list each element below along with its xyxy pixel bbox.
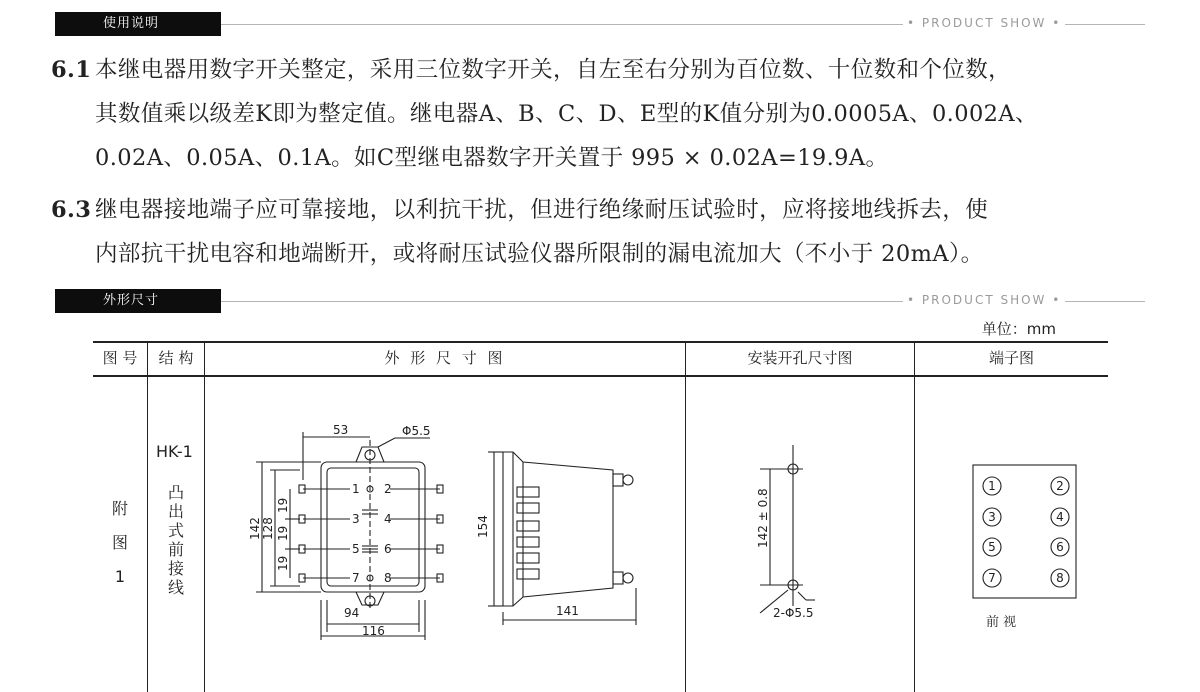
dim-label: 2-Φ5.5: [773, 606, 814, 620]
dim-label: Φ5.5: [402, 424, 431, 438]
front-view-label: 前 视: [986, 615, 1017, 630]
paragraph-number: 6.3: [51, 197, 92, 223]
product-show-tag: • PRODUCT SHOW •: [903, 16, 1065, 30]
section-label: 使用说明: [55, 12, 221, 36]
dim-label: 19: [276, 525, 290, 541]
dim-label: 116: [362, 624, 385, 638]
fig-number: 附 图 1: [111, 499, 128, 586]
terminal-number: 3: [988, 510, 996, 524]
paragraph-line: 继电器接地端子应可靠接地，以利抗干扰，但进行绝缘耐压试验时，应将接地线拆去，使: [95, 197, 989, 223]
pin-label: 8: [384, 571, 392, 585]
dim-label: 94: [344, 606, 360, 620]
unit-label: 单位：mm: [981, 320, 1056, 338]
dim-label: 128: [261, 517, 275, 540]
product-show-tag: • PRODUCT SHOW •: [903, 293, 1065, 307]
paragraph-number: 6.1: [51, 57, 92, 83]
pin-label: 2: [384, 482, 392, 496]
pin-label: 6: [384, 542, 392, 556]
paragraph-line: 内部抗干扰电容和地端断开，或将耐压试验仪器所限制的漏电流加大（不小于 20mA）。: [95, 241, 984, 267]
pin-label: 5: [352, 542, 360, 556]
dim-label: 142 ± 0.8: [756, 488, 770, 548]
dim-label: 53: [333, 423, 349, 437]
header-mounting: 安装开孔尺寸图: [747, 349, 853, 367]
pin-label: 4: [384, 512, 392, 526]
section-label: 外形尺寸: [55, 289, 221, 313]
paragraph-line: 0.02A、0.05A、0.1A。如C型继电器数字开关置于 995 × 0.02A=19.9A。: [95, 145, 889, 171]
paragraph-line: 本继电器用数字开关整定，采用三位数字开关，自左至右分别为百位数、十位数和个位数，: [95, 57, 1012, 83]
header-fig-no: 图 号: [102, 349, 138, 367]
pin-label: 3: [352, 512, 360, 526]
terminal-number: 7: [988, 571, 996, 585]
header-terminal: 端子图: [988, 349, 1034, 367]
terminal-number: 2: [1056, 479, 1064, 493]
terminal-number: 6: [1056, 540, 1064, 554]
dim-label: 141: [556, 604, 579, 618]
header-structure: 结 构: [158, 349, 194, 367]
dim-label: 142: [248, 517, 262, 540]
dim-label: 154: [476, 515, 490, 538]
dim-label: 19: [276, 497, 290, 513]
model-label: HK-1: [156, 442, 193, 461]
header-outline: 外 形 尺 寸 图: [384, 349, 506, 367]
pin-label: 7: [352, 571, 360, 585]
terminal-number: 1: [988, 479, 996, 493]
terminal-number: 4: [1056, 510, 1064, 524]
paragraph-line: 其数值乘以级差K即为整定值。继电器A、B、C、D、E型的K值分别为0.0005A、0.002A、: [95, 101, 1038, 127]
dim-label: 19: [276, 555, 290, 571]
structure-label: 凸 出 式 前 接 线: [167, 483, 184, 597]
pin-label: 1: [352, 482, 360, 496]
terminal-number: 8: [1056, 571, 1064, 585]
terminal-number: 5: [988, 540, 996, 554]
